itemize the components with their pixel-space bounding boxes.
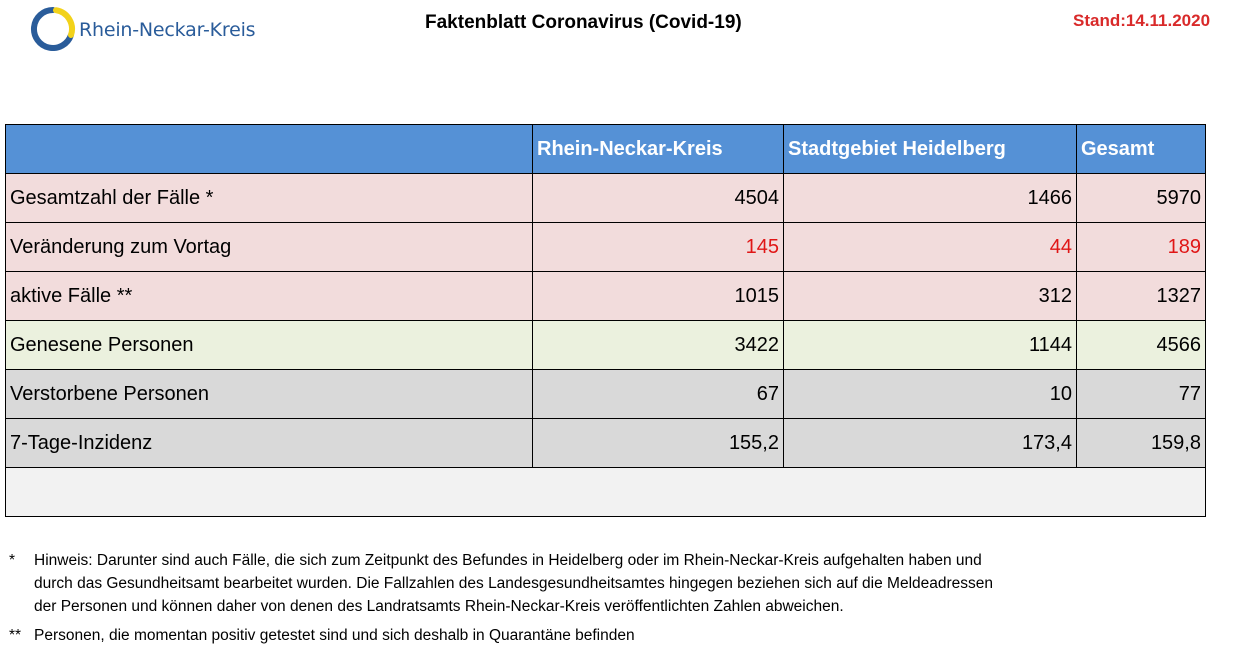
footnote-mark: *	[9, 552, 16, 569]
footnote-2	[9, 624, 993, 647]
table-row	[6, 321, 1206, 370]
table-row	[6, 174, 1206, 223]
table-row	[6, 223, 1206, 272]
column-header-heidelberg: Stadtgebiet Heidelberg	[784, 125, 1077, 174]
row-label: 7-Tage-Inzidenz	[6, 419, 533, 468]
table-row	[6, 419, 1206, 468]
cell-heidelberg: 1466	[784, 174, 1077, 223]
table-row	[6, 272, 1206, 321]
table-header-row	[6, 125, 1206, 174]
cell-heidelberg: 10	[784, 370, 1077, 419]
cell-heidelberg: 44	[784, 223, 1077, 272]
cell-total: 159,8	[1077, 419, 1206, 468]
cell-rnk: 3422	[533, 321, 784, 370]
footnotes	[9, 549, 993, 647]
footnote-1	[9, 549, 993, 618]
row-label: Genesene Personen	[6, 321, 533, 370]
logo-text: Rhein-Neckar-Kreis	[79, 19, 256, 41]
cell-heidelberg: 312	[784, 272, 1077, 321]
cell-rnk: 1015	[533, 272, 784, 321]
cell-rnk: 67	[533, 370, 784, 419]
column-header-label	[6, 125, 533, 174]
footnote-text: Hinweis: Darunter sind auch Fälle, die sich zum Zeitpunkt des Befundes in Heidelberg oder im Rhein-Neckar-Kreis aufgehalten haben und durch das Gesundheitsamt bearbeitet wurden. Die Fallzahlen des Landesgesundheitsamtes hingegen beziehen sich auf die Meldeadressen der Personen und können daher von denen des Landratsamts Rhein-Neckar-Kreis veröffentlichten Zahlen abweichen.	[34, 552, 994, 615]
cell-rnk: 145	[533, 223, 784, 272]
table-row	[6, 370, 1206, 419]
cell-total: 189	[1077, 223, 1206, 272]
logo-ring-icon	[30, 7, 76, 51]
row-label: aktive Fälle **	[6, 272, 533, 321]
empty-row	[6, 468, 1206, 517]
cell-total: 5970	[1077, 174, 1206, 223]
row-label: Verstorbene Personen	[6, 370, 533, 419]
cell-rnk: 155,2	[533, 419, 784, 468]
logo	[30, 7, 290, 51]
row-label: Gesamtzahl der Fälle *	[6, 174, 533, 223]
cell-heidelberg: 173,4	[784, 419, 1077, 468]
cell-heidelberg: 1144	[784, 321, 1077, 370]
cell-rnk: 4504	[533, 174, 784, 223]
footnote-text: Personen, die momentan positiv getestet sind und sich deshalb in Quarantäne befinden	[34, 627, 635, 644]
cell-total: 4566	[1077, 321, 1206, 370]
column-header-total: Gesamt	[1077, 125, 1206, 174]
empty-cell	[6, 468, 1206, 517]
cell-total: 77	[1077, 370, 1206, 419]
row-label: Veränderung zum Vortag	[6, 223, 533, 272]
column-header-rnk: Rhein-Neckar-Kreis	[533, 125, 784, 174]
facts-table	[5, 124, 1206, 517]
footnote-mark: **	[9, 627, 22, 644]
page-title: Faktenblatt Coronavirus (Covid-19)	[425, 12, 742, 33]
cell-total: 1327	[1077, 272, 1206, 321]
stand-date: Stand:14.11.2020	[1073, 11, 1211, 30]
